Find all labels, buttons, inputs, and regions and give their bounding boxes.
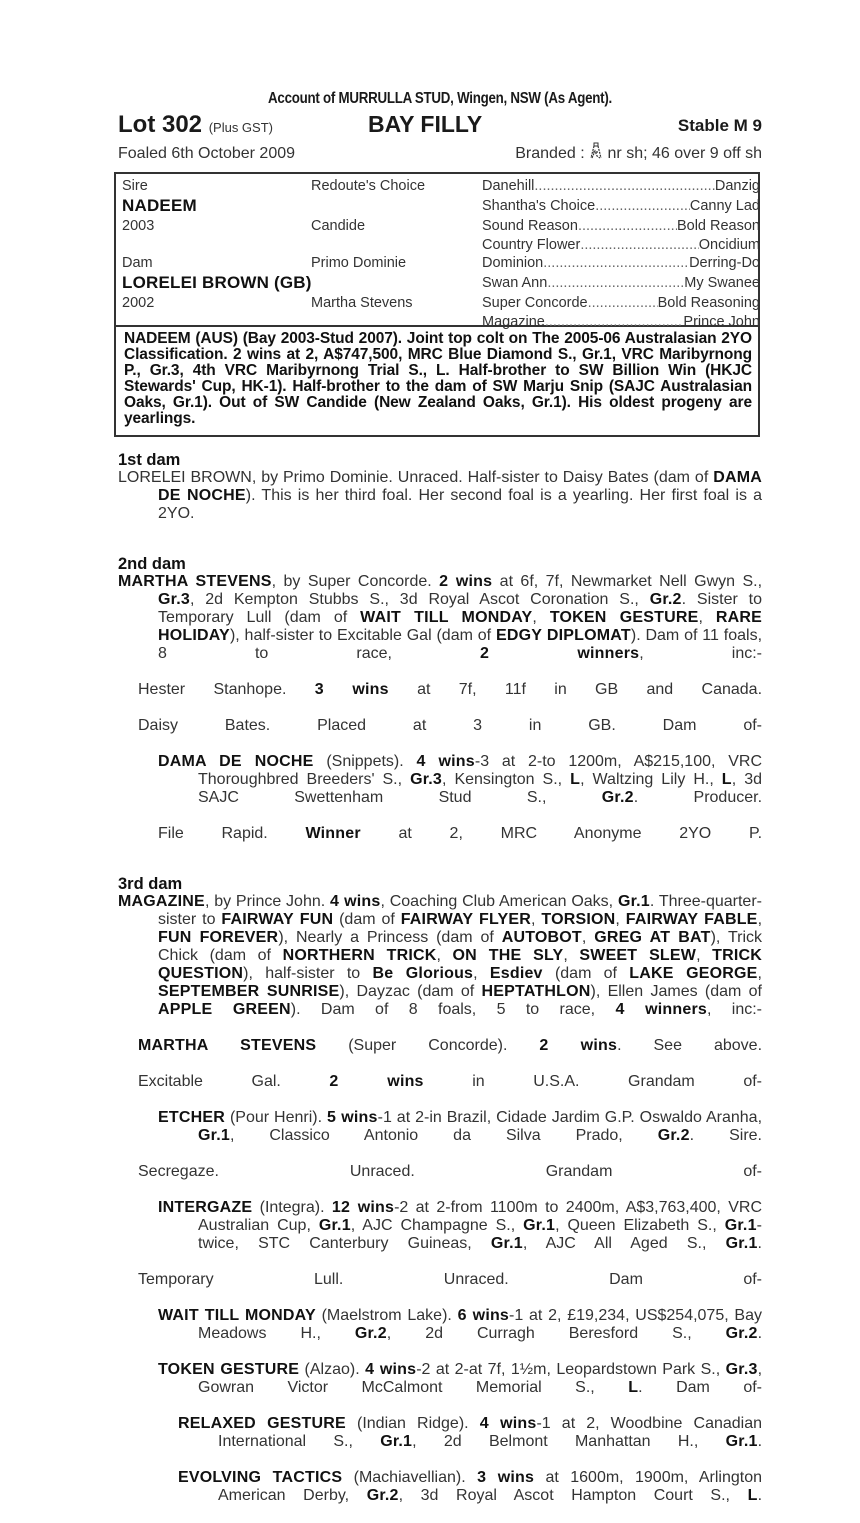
- bold-highlight: Gr.1: [380, 1433, 413, 1450]
- bold-highlight: Gr.1: [490, 1235, 523, 1252]
- sire-sire: Redoute's Choice: [311, 178, 426, 194]
- entry-text: ,: [757, 911, 763, 928]
- entry-text: ,: [532, 609, 550, 626]
- pedigree-entry: [138, 1037, 762, 1073]
- entry-text: , inc:-: [639, 645, 762, 662]
- bold-highlight: GREG AT BAT: [594, 929, 711, 946]
- bold-highlight: ON THE SLY: [452, 947, 564, 964]
- leader-dots: [588, 294, 658, 313]
- bold-highlight: HEPTATHLON: [481, 983, 591, 1000]
- pedigree-entry: [158, 1307, 762, 1361]
- pedigree-entry: [118, 469, 762, 541]
- entry-text: ). Dam of 8 foals, 5 to race,: [290, 1001, 616, 1018]
- grandparent-name: Danehill: [482, 178, 535, 194]
- entry-text: . Sister to Temporary Lull (dam of: [158, 591, 763, 626]
- dam-dam: Martha Stevens: [311, 295, 413, 311]
- bold-highlight: EDGY DIPLOMAT: [495, 627, 631, 644]
- entry-text: -3 at 2-to 1200m, A$215,100, VRC Thoroughbred Breeders' S.,: [198, 753, 762, 788]
- bold-highlight: 6 wins: [457, 1307, 510, 1324]
- entry-text: (Super Concorde).: [316, 1037, 540, 1054]
- entry-text: , inc:-: [706, 1001, 762, 1018]
- section-1st-dam: [118, 451, 762, 541]
- sire-year: 2003: [122, 218, 155, 234]
- bold-highlight: MARTHA STEVENS: [118, 573, 272, 590]
- bold-highlight: Gr.1: [318, 1217, 351, 1234]
- pedigree-entry: [118, 893, 762, 1037]
- entry-text: .: [757, 1325, 763, 1342]
- entry-text: (Machiavellian).: [342, 1469, 478, 1486]
- entry-text: , Waltzing Lily H.,: [580, 771, 722, 788]
- entry-text: , by Super Concorde.: [271, 573, 440, 590]
- bold-highlight: Gr.1: [617, 893, 650, 910]
- bold-highlight: 5 wins: [326, 1109, 378, 1126]
- dam-label: Dam: [122, 255, 153, 271]
- bold-highlight: WAIT TILL MONDAY: [158, 1307, 316, 1324]
- bold-highlight: Gr.1: [725, 1235, 758, 1252]
- bold-highlight: RELAXED GESTURE: [178, 1415, 346, 1432]
- entry-text: ,: [757, 965, 762, 982]
- entry-text: , Gowran Victor McCalmont Memorial S.,: [198, 1361, 763, 1396]
- bold-highlight: 3 wins: [477, 1469, 535, 1486]
- pedigree-entry: [158, 1109, 762, 1163]
- bold-highlight: EVOLVING TACTICS: [178, 1469, 343, 1486]
- sire-summary-text: NADEEM (AUS) (Bay 2003-Stud 2007). Joint top colt on The 2005-06 Australasian 2YO Classification. 2 wins at 2, A$747,500, MRC Blue Diamond S., Gr.1, VRC Maribyrnong P., Gr.3, 4th VRC Maribyrnong Trial S., L. Half-brother to SW Billion Win (HKJC Stewards' Cup, HK-1). Half-brother to the dam of SW Marju Snip (SAJC Australasian Oaks, Gr.1). Out of SW Candide (New Zealand Oaks, Gr.1). His oldest progeny are yearlings.: [124, 330, 752, 427]
- entry-text: Hester Stanhope.: [138, 681, 315, 698]
- entry-text: in U.S.A. Grandam of-: [423, 1073, 763, 1090]
- bold-highlight: Gr.3: [410, 771, 443, 788]
- entry-text: ,: [563, 947, 580, 964]
- leader-dots: [578, 217, 677, 236]
- grandparent-name: Shantha's Choice: [482, 198, 596, 214]
- grandparent-row: [482, 254, 760, 273]
- grandparent-sire: My Swanee: [684, 275, 760, 291]
- bold-highlight: Gr.1: [724, 1217, 757, 1234]
- entry-text: , AJC All Aged S.,: [522, 1235, 726, 1252]
- pedigree-entry: [178, 1415, 762, 1469]
- leader-dots: [547, 274, 684, 293]
- pedigree-entry: [138, 681, 762, 717]
- grandparent-row: [482, 197, 760, 216]
- entry-text: (Indian Ridge).: [345, 1415, 480, 1432]
- pedigree-entry: [158, 1361, 762, 1415]
- bold-highlight: SWEET SLEW: [579, 947, 697, 964]
- entry-text: Secregaze. Unraced. Grandam of-: [138, 1163, 762, 1180]
- bold-highlight: SEPTEMBER SUNRISE: [158, 983, 340, 1000]
- leader-dots: [580, 236, 698, 255]
- entry-text: .: [757, 1487, 763, 1504]
- entry-text: , Kensington S.,: [442, 771, 571, 788]
- pedigree-table: [114, 172, 760, 330]
- entry-text: Temporary Lull. Unraced. Dam of-: [138, 1271, 762, 1288]
- bold-highlight: L: [570, 771, 581, 788]
- consignor-line: Account of MURRULLA STUD, Wingen, NSW (As Agent).: [268, 90, 612, 107]
- bold-highlight: 2 winners: [480, 645, 640, 662]
- dam-line-sections: [118, 451, 762, 1523]
- entry-text: at 1600m, 1900m, Arlington American Derby,: [218, 1469, 763, 1504]
- entry-text: (Maelstrom Lake).: [315, 1307, 458, 1324]
- bold-highlight: L: [721, 771, 732, 788]
- entry-text: , 2d Kempton Stubbs S., 3d Royal Ascot Coronation S.,: [189, 591, 650, 608]
- entry-text: . Producer.: [633, 789, 763, 806]
- grandparent-name: Country Flower: [482, 237, 581, 253]
- entry-text: (Pour Henri).: [224, 1109, 327, 1126]
- entry-text: , 2d Belmont Manhattan H.,: [412, 1433, 726, 1450]
- entry-text: Daisy Bates. Placed at 3 in GB. Dam of-: [138, 717, 762, 734]
- pedigree-entry: [138, 1163, 762, 1199]
- pedigree-entry: [118, 573, 762, 681]
- sire-dam: Candide: [311, 218, 366, 234]
- entry-text: -2 at 2-at 7f, 1½m, Leopardstown Park S.,: [416, 1361, 726, 1378]
- sire-brand-glyph-icon: [589, 142, 603, 160]
- dam-year: 2002: [122, 295, 155, 311]
- bold-highlight: 4 wins: [416, 753, 475, 770]
- entry-text: ,: [696, 947, 713, 964]
- grandparent-name: Magazine: [482, 314, 545, 330]
- entry-text: ), Trick Chick (dam of: [158, 929, 763, 964]
- entry-text: ,: [615, 911, 626, 928]
- section-3rd-dam: [118, 875, 762, 1523]
- entry-text: at 2, MRC Anonyme 2YO P.: [360, 825, 763, 842]
- entry-text: , Classico Antonio da Silva Prado,: [229, 1127, 658, 1144]
- grandparent-row: [482, 274, 760, 293]
- bold-highlight: MARTHA STEVENS: [138, 1037, 317, 1054]
- bold-highlight: 4 wins: [365, 1361, 417, 1378]
- lot-gst-note: (Plus GST): [208, 120, 273, 135]
- pedigree-entry: [158, 1199, 762, 1271]
- entry-text: -1 at 2, Woodbine Canadian International S.,: [218, 1415, 763, 1450]
- sire-summary-box: [114, 327, 760, 437]
- bold-highlight: 12 wins: [331, 1199, 395, 1216]
- bold-highlight: DAMA DE NOCHE: [158, 469, 762, 504]
- bold-highlight: TOKEN GESTURE: [549, 609, 699, 626]
- entry-text: -2 at 2-from 1100m to 2400m, A$3,763,400, VRC Australian Cup,: [198, 1199, 763, 1234]
- entry-text: -twice, STC Canterbury Guineas,: [198, 1217, 762, 1252]
- section-heading: 3rd dam: [118, 875, 183, 893]
- bold-highlight: ETCHER: [158, 1109, 225, 1126]
- branded-suffix: nr sh; 46 over 9 off sh: [607, 145, 762, 162]
- entry-text: , Coaching Club American Oaks,: [380, 893, 618, 910]
- stable-location: Stable M 9: [677, 116, 762, 135]
- bold-highlight: Gr.2: [354, 1325, 387, 1342]
- entry-text: at 7f, 11f in GB and Canada.: [388, 681, 763, 698]
- bold-highlight: Gr.2: [601, 789, 634, 806]
- entry-text: ). This is her third foal. Her second foal is a yearling. Her first foal is a 2YO.: [158, 487, 762, 522]
- grandparent-sire: Oncidium: [698, 237, 760, 253]
- entry-text: (dam of: [333, 911, 401, 928]
- entry-text: .: [757, 1433, 763, 1450]
- bold-highlight: 4 wins: [479, 1415, 537, 1432]
- entry-text: , AJC Champagne S.,: [350, 1217, 524, 1234]
- lot-header-row: [118, 110, 762, 140]
- bold-highlight: 4 wins: [330, 893, 381, 910]
- entry-text: ), half-sister to Excitable Gal (dam of: [229, 627, 496, 644]
- leader-dots: [543, 254, 689, 273]
- leader-dots: [534, 177, 714, 196]
- bold-highlight: Gr.1: [523, 1217, 556, 1234]
- sale-catalogue-page: [118, 88, 762, 1523]
- leader-dots: [595, 197, 690, 216]
- entry-text: ), half-sister to: [243, 965, 373, 982]
- grandparent-sire: Canny Lad: [689, 198, 760, 214]
- bold-highlight: DAMA DE NOCHE: [158, 753, 314, 770]
- bold-highlight: Gr.1: [725, 1433, 758, 1450]
- entry-text: . Sire.: [689, 1127, 762, 1144]
- entry-text: at 6f, 7f, Newmarket Nell Gwyn S.,: [492, 573, 763, 590]
- dam-sire: Primo Dominie: [311, 255, 407, 271]
- entry-text: . See above.: [617, 1037, 763, 1054]
- grandparent-sire: Bold Reasoning: [657, 295, 760, 311]
- bold-highlight: INTERGAZE: [158, 1199, 253, 1216]
- bold-highlight: TORSION: [541, 911, 616, 928]
- bold-highlight: FAIRWAY FABLE: [625, 911, 758, 928]
- entry-text: (dam of: [542, 965, 630, 982]
- bold-highlight: Gr.2: [649, 591, 682, 608]
- entry-text: ,: [473, 965, 490, 982]
- pedigree-entry: [138, 1271, 762, 1307]
- horse-description: BAY FILLY: [368, 111, 483, 137]
- entry-text: ). Dam of 11 foals, 8 to race,: [158, 627, 763, 662]
- dam-name: LORELEI BROWN (GB): [122, 273, 312, 292]
- grandparent-name: Sound Reason: [482, 218, 578, 234]
- section-heading: 2nd dam: [118, 555, 186, 573]
- entry-text: , 3d SAJC Swettenham Stud S.,: [198, 771, 763, 806]
- bold-highlight: Esdiev: [489, 965, 543, 982]
- entry-text: , Queen Elizabeth S.,: [555, 1217, 725, 1234]
- grandparent-name: Dominion: [482, 255, 544, 271]
- entry-text: , by Prince John.: [204, 893, 330, 910]
- entry-text: ,: [436, 947, 453, 964]
- entry-text: ), Nearly a Princess (dam of: [278, 929, 502, 946]
- grandparent-sire: Danzig: [714, 178, 760, 194]
- bold-highlight: Gr.2: [657, 1127, 690, 1144]
- bold-highlight: FAIRWAY FLYER: [400, 911, 532, 928]
- bold-highlight: WAIT TILL MONDAY: [360, 609, 533, 626]
- entry-text: ), Dayzac (dam of: [339, 983, 482, 1000]
- entry-text: LORELEI BROWN, by Primo Dominie. Unraced. Half-sister to Daisy Bates (dam of: [118, 469, 714, 486]
- entry-text: File Rapid.: [158, 825, 306, 842]
- bold-highlight: 2 wins: [439, 573, 493, 590]
- entry-text: -1 at 2, £19,234, US$254,075, Bay Meadows H.,: [198, 1307, 763, 1342]
- bold-highlight: TOKEN GESTURE: [158, 1361, 300, 1378]
- section-heading: 1st dam: [118, 451, 181, 469]
- entry-text: ), Ellen James (dam of: [590, 983, 762, 1000]
- bold-highlight: Winner: [305, 825, 361, 842]
- entry-text: ,: [581, 929, 595, 946]
- bold-highlight: FAIRWAY FUN: [221, 911, 334, 928]
- lot-label: Lot 302: [118, 111, 203, 138]
- bold-highlight: FUN FOREVER: [158, 929, 279, 946]
- lot-number: [118, 110, 273, 143]
- bold-highlight: 2 wins: [539, 1037, 618, 1054]
- foaling-row: [118, 140, 762, 170]
- sire-label: Sire: [122, 178, 148, 194]
- grandparent-row: [482, 236, 760, 255]
- bold-highlight: L: [628, 1379, 639, 1396]
- entry-text: (Snippets).: [313, 753, 417, 770]
- entry-text: , 3d Royal Ascot Hampton Court S.,: [398, 1487, 748, 1504]
- brand-info: [515, 140, 762, 168]
- entry-text: . Three-quarter-sister to: [158, 893, 762, 928]
- entry-text: . Dam of-: [638, 1379, 762, 1396]
- grandparent-row: [482, 294, 760, 313]
- bold-highlight: Gr.3: [158, 591, 190, 608]
- grandparent-row: [482, 177, 760, 196]
- bold-highlight: Be Glorious: [372, 965, 474, 982]
- bold-highlight: AUTOBOT: [501, 929, 582, 946]
- bold-highlight: MAGAZINE: [118, 893, 205, 910]
- branded-prefix: Branded :: [515, 145, 590, 162]
- bold-highlight: L: [747, 1487, 758, 1504]
- entry-text: (Integra).: [252, 1199, 332, 1216]
- bold-highlight: APPLE GREEN: [158, 1001, 291, 1018]
- bold-highlight: TRICK QUESTION: [158, 947, 763, 982]
- pedigree-entry: [138, 1073, 762, 1109]
- section-2nd-dam: [118, 555, 762, 861]
- bold-highlight: Gr.3: [725, 1361, 758, 1378]
- bold-highlight: Gr.1: [198, 1127, 230, 1144]
- entry-text: -1 at 2-in Brazil, Cidade Jardim G.P. Oswaldo Aranha,: [377, 1109, 763, 1126]
- bold-highlight: RARE HOLIDAY: [158, 609, 763, 644]
- entry-text: Excitable Gal.: [138, 1073, 330, 1090]
- bold-highlight: LAKE GEORGE: [629, 965, 758, 982]
- bold-highlight: 2 wins: [329, 1073, 424, 1090]
- grandparent-sire: Prince John: [683, 314, 760, 330]
- entry-text: .: [757, 1235, 762, 1252]
- grandparent-name: Swan Ann: [482, 275, 548, 291]
- pedigree-entry: [158, 825, 762, 861]
- pedigree-entry: [158, 753, 762, 825]
- bold-highlight: Gr.2: [725, 1325, 758, 1342]
- grandparent-row: [482, 217, 760, 236]
- entry-text: ,: [698, 609, 716, 626]
- sire-name: NADEEM: [122, 196, 197, 215]
- bold-highlight: 4 winners: [615, 1001, 707, 1018]
- pedigree-entry: [138, 717, 762, 753]
- bold-highlight: NORTHERN TRICK: [282, 947, 437, 964]
- bold-highlight: Gr.2: [366, 1487, 399, 1504]
- grandparent-sire: Bold Reason: [676, 218, 760, 234]
- grandparent-name: Super Concorde: [482, 295, 588, 311]
- foaled-date: Foaled 6th October 2009: [118, 145, 296, 162]
- entry-text: ,: [531, 911, 542, 928]
- bold-highlight: 3 wins: [314, 681, 389, 698]
- grandparent-sire: Derring-Do: [689, 255, 760, 271]
- pedigree-entry: [178, 1469, 762, 1523]
- entry-text: , 2d Curragh Beresford S.,: [386, 1325, 726, 1342]
- entry-text: (Alzao).: [299, 1361, 366, 1378]
